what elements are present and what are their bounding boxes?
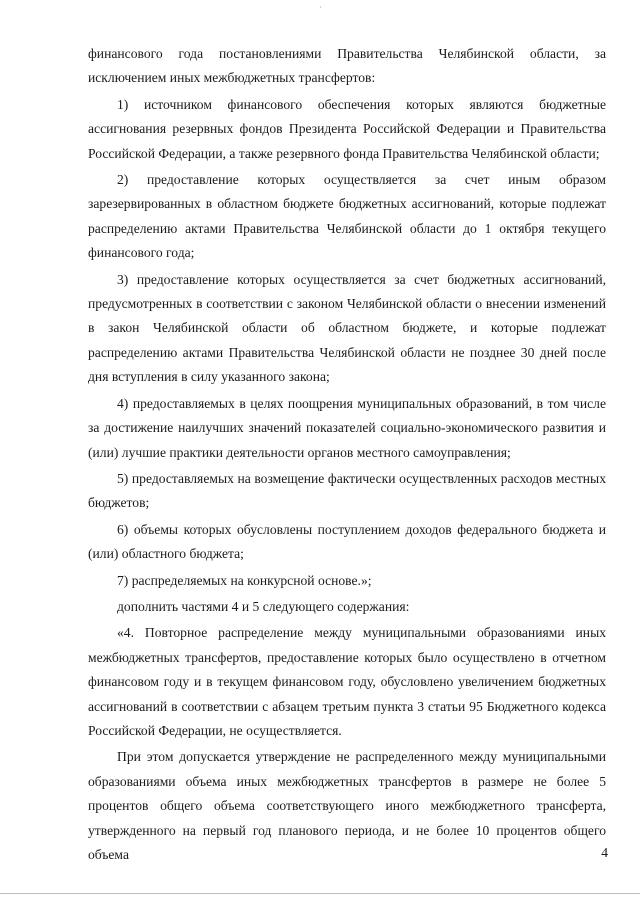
paragraph-continuation: финансового года постановлениями Правительства Челябинской области, за исключением иных межбюджетных трансфертов: [88,46,606,86]
paragraph-item-7: 7) распределяемых на конкурсной основе.»; [117,572,372,588]
document-body [88,42,606,867]
scan-mark [320,6,321,8]
paragraph-item-1: 1) источником финансового обеспечения которых являются бюджетные ассигнования резервных фондов Президента Российской Федерации и Правительства Российской Федерации, а также резервного фонда Правительства Челябинской области; [88,96,606,161]
paragraph-item-3: 3) предоставление которых осуществляется за счет бюджетных ассигнований, предусмотренных в соответствии с законом Челябинской области о внесении изменений в закон Челябинской области об областном бюджете, и которые подлежат распределению актами Правительства Челябинской области не позднее 30 дней после дня вступления в силу указанного закона; [88,271,606,385]
paragraph-item-2: 2) предоставление которых осуществляется за счет иным образом зарезервированных в областном бюджете бюджетных ассигнований, которые подлежат распределению актами Правительства Челябинской области до 1 октября текущего финансового года; [88,172,606,261]
paragraph-item-4: 4) предоставляемых в целях поощрения муниципальных образований, в том числе за достижение наилучших значений показателей социально-экономического развития и (или) лучшие практики деятельности органов местного самоуправления; [88,395,606,460]
paragraph-amendment-intro: дополнить частями 4 и 5 следующего содержания: [117,598,410,614]
paragraph-item-5: 5) предоставляемых на возмещение фактически осуществленных расходов местных бюджетов; [88,470,606,511]
page-bottom-edge [0,893,640,894]
paragraph-part-4: «4. Повторное распределение между муниципальными образованиями иных межбюджетных трансфертов, предоставление которых было осуществлено в отчетном финансовом году и в текущем финансовом году, обусловлено увеличением бюджетных ассигнований в соответствии с абзацем третьим пункта 3 статьи 95 Бюджетного кодекса Российской Федерации, не осуществляется. [88,625,606,738]
page-number: 4 [601,845,608,860]
paragraph-part-4-continued: При этом допускается утверждение не распределенного между муниципальными образованиями объема иных межбюджетных трансфертов в размере не более 5 процентов общего объема соответствующего иного межбюджетного трансферта, утвержденного на первый год планового периода, и не более 10 процентов общего объема [88,749,606,862]
paragraph-item-6: 6) объемы которых обусловлены поступлением доходов федерального бюджета и (или) областного бюджета; [88,521,606,562]
